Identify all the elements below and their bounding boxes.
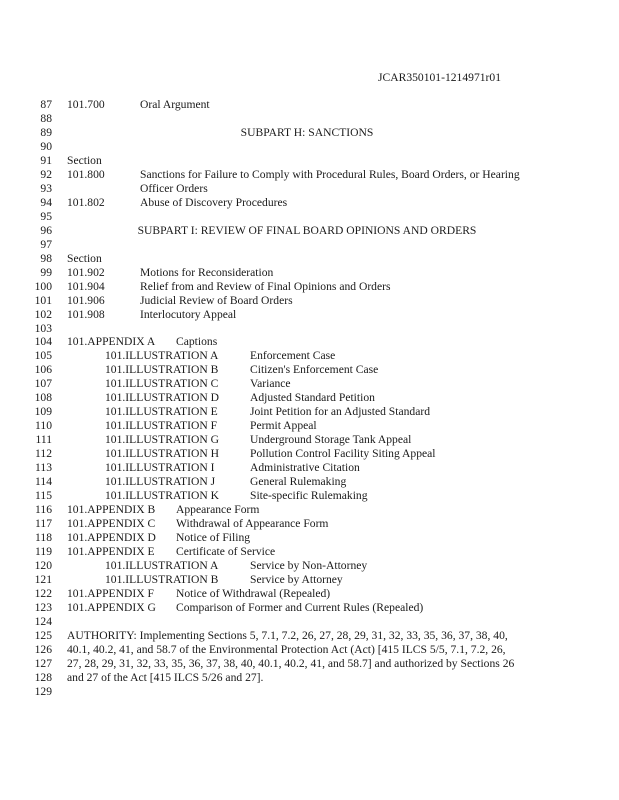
document-line xyxy=(0,140,619,154)
document-line xyxy=(0,671,619,685)
illustration-title: Underground Storage Tank Appeal xyxy=(250,433,412,447)
line-number: 123 xyxy=(34,600,52,614)
document-line xyxy=(0,238,619,252)
line-number: 122 xyxy=(34,586,52,600)
document-line xyxy=(0,126,619,140)
illustration-title: Permit Appeal xyxy=(250,419,317,433)
illustration-title: Administrative Citation xyxy=(250,461,360,475)
section-number: 101.700 xyxy=(67,98,105,111)
line-number: 88 xyxy=(40,111,52,125)
appendix-id: 101.APPENDIX F xyxy=(67,586,154,600)
document-line xyxy=(0,503,619,517)
appendix-title: Comparison of Former and Current Rules (Repealed) xyxy=(176,600,424,614)
document-line xyxy=(0,657,619,671)
illustration-id: 101.ILLUSTRATION H xyxy=(105,447,219,461)
authority-text: and 27 of the Act [415 ILCS 5/26 and 27]. xyxy=(67,670,264,684)
illustration-id: 101.ILLUSTRATION I xyxy=(105,461,215,475)
document-line xyxy=(0,405,619,419)
line-number: 121 xyxy=(34,572,52,586)
section-label: Section xyxy=(67,251,102,265)
illustration-id: 101.ILLUSTRATION C xyxy=(105,377,219,391)
authority-text: 40.1, 40.2, 41, and 58.7 of the Environmental Protection Act (Act) [415 ILCS 5/5, 7.1, 7.2, 26, xyxy=(67,642,506,656)
illustration-id: 101.ILLUSTRATION E xyxy=(105,405,218,419)
line-number: 129 xyxy=(34,684,52,698)
illustration-id: 101.ILLUSTRATION B xyxy=(105,572,219,586)
section-title: Oral Argument xyxy=(140,98,210,111)
document-line xyxy=(0,573,619,587)
line-number: 96 xyxy=(40,223,52,237)
illustration-title: Adjusted Standard Petition xyxy=(250,391,375,405)
line-number: 92 xyxy=(40,167,52,181)
document-line xyxy=(0,419,619,433)
illustration-title: Site-specific Rulemaking xyxy=(250,489,368,503)
illustration-title: Service by Non-Attorney xyxy=(250,558,368,572)
illustration-id: 101.ILLUSTRATION D xyxy=(105,391,219,405)
illustration-title: Service by Attorney xyxy=(250,572,343,586)
section-title: Sanctions for Failure to Comply with Procedural Rules, Board Orders, or Hearing xyxy=(140,167,520,181)
document-line xyxy=(0,531,619,545)
line-number: 94 xyxy=(40,195,52,209)
line-number: 90 xyxy=(40,139,52,153)
line-number: 112 xyxy=(35,447,52,461)
document-line xyxy=(0,210,619,224)
subpart-heading: SUBPART I: REVIEW OF FINAL BOARD OPINIONS AND ORDERS xyxy=(137,223,477,237)
line-number: 87 xyxy=(40,98,52,111)
line-number: 113 xyxy=(35,461,52,475)
section-label: Section xyxy=(67,153,102,167)
illustration-id: 101.ILLUSTRATION G xyxy=(105,433,219,447)
line-number: 91 xyxy=(40,153,52,167)
authority-text: AUTHORITY: Implementing Sections 5, 7.1, 7.2, 26, 27, 28, 29, 31, 32, 33, 35, 36, 37, 38, 40, xyxy=(67,628,508,642)
illustration-id: 101.ILLUSTRATION K xyxy=(105,489,219,503)
line-number: 105 xyxy=(34,349,52,363)
appendix-id: 101.APPENDIX C xyxy=(67,517,156,531)
document-line xyxy=(0,545,619,559)
line-number: 119 xyxy=(35,545,52,558)
document-line xyxy=(0,559,619,573)
line-number: 103 xyxy=(34,321,52,335)
line-number: 125 xyxy=(34,628,52,642)
appendix-id: 101.APPENDIX E xyxy=(67,545,155,558)
line-number: 128 xyxy=(34,670,52,684)
illustration-title: Joint Petition for an Adjusted Standard xyxy=(250,405,431,419)
section-title: Abuse of Discovery Procedures xyxy=(140,195,288,209)
line-number: 110 xyxy=(35,419,52,433)
illustration-id: 101.ILLUSTRATION A xyxy=(105,558,219,572)
line-number: 107 xyxy=(34,377,52,391)
document-line xyxy=(0,391,619,405)
line-number: 116 xyxy=(35,503,52,517)
line-number: 117 xyxy=(35,517,52,531)
section-number: 101.906 xyxy=(67,293,105,307)
appendix-title: Notice of Withdrawal (Repealed) xyxy=(176,586,331,600)
document-line xyxy=(0,294,619,308)
document-line xyxy=(0,517,619,531)
document-line xyxy=(0,196,619,210)
document-line xyxy=(0,98,619,112)
document-line xyxy=(0,335,619,349)
line-number: 126 xyxy=(34,642,52,656)
document-line xyxy=(0,224,619,238)
section-title: Relief from and Review of Final Opinions and Orders xyxy=(140,279,391,293)
appendix-title: Certificate of Service xyxy=(176,545,276,558)
section-number: 101.908 xyxy=(67,307,105,321)
section-number: 101.800 xyxy=(67,167,105,181)
appendix-id: 101.APPENDIX G xyxy=(67,600,156,614)
document-line xyxy=(0,363,619,377)
line-number: 118 xyxy=(35,531,52,545)
illustration-id: 101.ILLUSTRATION F xyxy=(105,419,218,433)
illustration-id: 101.ILLUSTRATION A xyxy=(105,349,219,363)
document-line xyxy=(0,587,619,601)
illustration-title: Variance xyxy=(250,377,291,391)
illustration-id: 101.ILLUSTRATION B xyxy=(105,363,219,377)
document-line xyxy=(0,601,619,615)
section-number: 101.802 xyxy=(67,195,105,209)
illustration-title: Enforcement Case xyxy=(250,349,336,363)
section-number: 101.902 xyxy=(67,265,105,279)
line-number: 97 xyxy=(40,237,52,251)
appendix-id: 101.APPENDIX D xyxy=(67,531,156,545)
line-number: 102 xyxy=(34,307,52,321)
appendix-id: 101.APPENDIX A xyxy=(67,335,156,349)
document-line xyxy=(0,461,619,475)
illustration-title: Citizen's Enforcement Case xyxy=(250,363,379,377)
document-line xyxy=(0,643,619,657)
appendix-title: Captions xyxy=(176,335,218,349)
illustration-title: Pollution Control Facility Siting Appeal xyxy=(250,447,436,461)
document-line xyxy=(0,112,619,126)
section-title: Judicial Review of Board Orders xyxy=(140,293,293,307)
document-id: JCAR350101-1214971r01 xyxy=(377,71,501,84)
line-number: 127 xyxy=(34,656,52,670)
appendix-title: Notice of Filing xyxy=(176,531,251,545)
appendix-title: Appearance Form xyxy=(176,503,260,517)
line-number: 106 xyxy=(34,363,52,377)
illustration-title: General Rulemaking xyxy=(250,475,347,489)
line-number: 98 xyxy=(40,251,52,265)
document-line xyxy=(0,308,619,322)
line-number: 109 xyxy=(34,405,52,419)
line-number: 101 xyxy=(34,293,52,307)
document-line xyxy=(0,629,619,643)
section-title: Interlocutory Appeal xyxy=(140,307,237,321)
document-line xyxy=(0,685,619,699)
appendix-id: 101.APPENDIX B xyxy=(67,503,156,517)
subpart-heading: SUBPART H: SANCTIONS xyxy=(240,125,374,139)
line-number: 115 xyxy=(35,489,52,503)
line-number: 99 xyxy=(40,265,52,279)
line-number: 93 xyxy=(40,181,52,195)
appendix-title: Withdrawal of Appearance Form xyxy=(176,517,329,531)
document-line xyxy=(0,489,619,503)
line-number: 100 xyxy=(34,279,52,293)
document-line xyxy=(0,615,619,629)
document-line xyxy=(0,447,619,461)
line-number: 114 xyxy=(35,475,52,489)
document-line xyxy=(0,280,619,294)
line-number: 108 xyxy=(34,391,52,405)
line-number: 104 xyxy=(34,335,52,349)
line-number: 120 xyxy=(34,558,52,572)
line-number: 95 xyxy=(40,209,52,223)
document-line xyxy=(0,154,619,168)
document-line xyxy=(0,349,619,363)
document-line xyxy=(0,322,619,336)
section-number: 101.904 xyxy=(67,279,105,293)
numbered-lines xyxy=(0,98,619,699)
document-line xyxy=(0,252,619,266)
line-number: 89 xyxy=(40,125,52,139)
document-line xyxy=(0,433,619,447)
line-number: 124 xyxy=(34,614,52,628)
section-title: Motions for Reconsideration xyxy=(140,265,274,279)
document-line xyxy=(0,168,619,182)
document-line xyxy=(0,377,619,391)
illustration-id: 101.ILLUSTRATION J xyxy=(105,475,216,489)
authority-text: 27, 28, 29, 31, 32, 33, 35, 36, 37, 38, 40, 40.1, 40.2, 41, and 58.7] and authorized by Sections 26 xyxy=(67,656,515,670)
section-title-continued: Officer Orders xyxy=(140,181,208,195)
line-number: 111 xyxy=(35,433,52,447)
document-line xyxy=(0,182,619,196)
document-line xyxy=(0,475,619,489)
document-line xyxy=(0,266,619,280)
